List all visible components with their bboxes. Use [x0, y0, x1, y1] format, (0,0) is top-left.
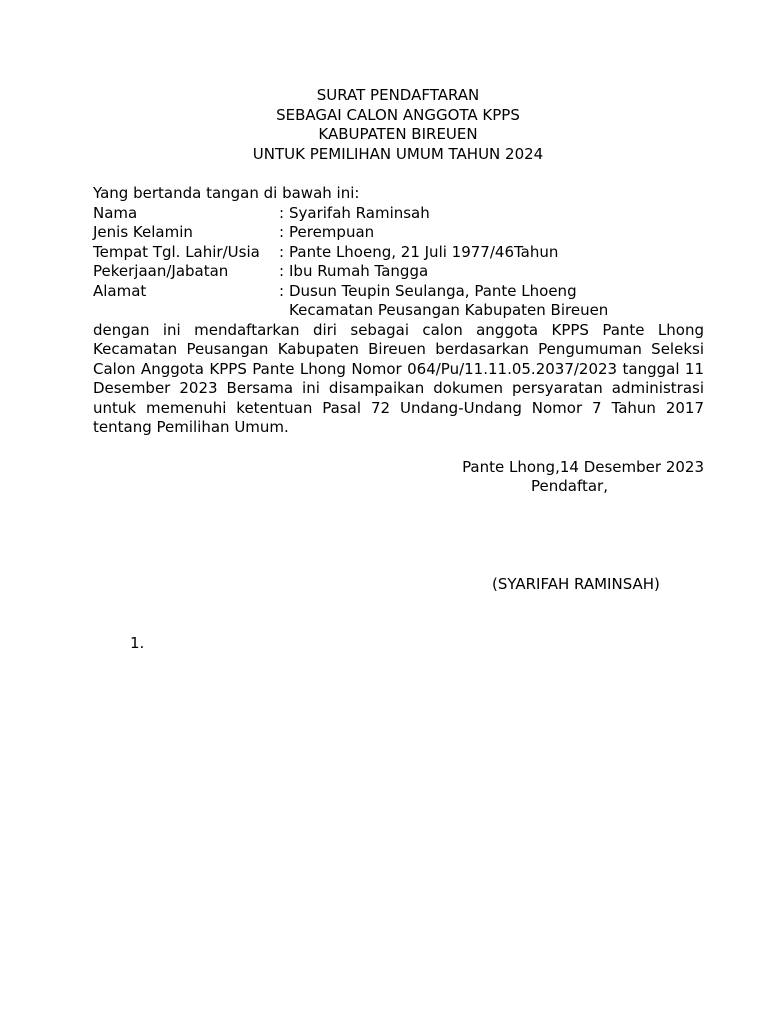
field-value: Kecamatan Peusangan Kabupaten Bireuen: [289, 301, 609, 319]
field-label: Jenis Kelamin: [93, 223, 193, 241]
field-value: Syarifah Raminsah: [289, 203, 430, 222]
field-value: Perempuan: [289, 223, 375, 241]
list-number: 1.: [130, 634, 145, 652]
field-label: Nama: [93, 203, 138, 222]
field-colon: :: [279, 281, 285, 300]
place-date: Pante Lhong,14 Desember 2023: [462, 457, 704, 476]
field-value: Ibu Rumah Tangga: [289, 262, 429, 280]
body-paragraph: dengan ini mendaftarkan diri sebagai calon anggota KPPS Pante Lhong Kecamatan Peusangan Kabupaten Bireuen berdasarkan Pengumuman Seleksi Calon Anggota KPPS Pante Lhong Nomor 064/Pu/11.11.05.2037/2023 tanggal 11 Desember 2023 Bersama ini disampaikan dokumen persyaratan administrasi untuk memenuhi ketentuan Pasal 72 Undang-Undang Nomor 7 Tahun 2017 tentang Pemilihan Umum.: [93, 320, 704, 436]
document-title: [0, 86, 768, 164]
field-value: Dusun Teupin Seulanga, Pante Lhoeng: [289, 281, 577, 300]
title-line-2: SEBAGAI CALON ANGGOTA KPPS: [276, 105, 520, 124]
intro-text: Yang bertanda tangan di bawah ini:: [93, 184, 360, 202]
field-label: Alamat: [93, 281, 147, 300]
title-line-1: SURAT PENDAFTARAN: [316, 86, 480, 104]
title-line-4: UNTUK PEMILIHAN UMUM TAHUN 2024: [252, 144, 544, 163]
field-colon: :: [279, 223, 285, 241]
field-colon: :: [279, 262, 285, 280]
field-colon: :: [279, 242, 285, 261]
signer-name: (SYARIFAH RAMINSAH): [492, 574, 660, 593]
field-value: Pante Lhoeng, 21 Juli 1977/46Tahun: [289, 242, 559, 261]
field-colon: :: [279, 203, 285, 222]
field-label: Pekerjaan/Jabatan: [93, 262, 229, 280]
title-line-3: KABUPATEN BIREUEN: [318, 125, 478, 143]
registrant-label: Pendaftar,: [531, 477, 608, 495]
field-label: Tempat Tgl. Lahir/Usia: [93, 242, 260, 261]
